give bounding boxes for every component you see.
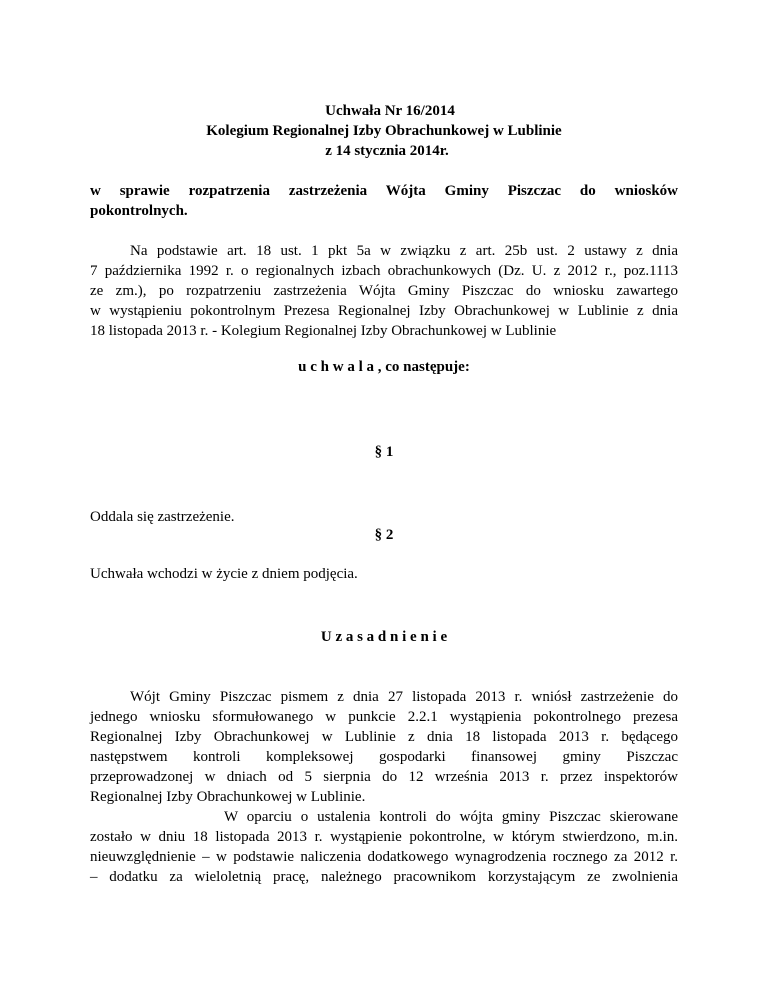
justification-line: – dodatku za wieloletnią pracę, należnego pracownikom korzystającym ze zwolnienia	[90, 869, 678, 885]
resolves-heading: u c h w a l a , co następuje:	[298, 359, 470, 375]
justification-heading: U z a s a d n i e n i e	[320, 629, 448, 645]
justification-line: Regionalnej Izby Obrachunkowej w Lublinie.	[90, 789, 366, 805]
justification-line: następstwem kontroli kompleksowej gospodarki finansowej gminy Piszczac	[90, 749, 678, 765]
section-1-text: Oddala się zastrzeżenie.	[90, 509, 235, 525]
justification-line: zostało w dniu 18 listopada 2013 r. wystąpienie pokontrolne, w którym stwierdzono, m.in.	[90, 829, 678, 845]
justification-line: nieuwzględnienie – w podstawie naliczenia dodatkowego wynagrodzenia rocznego za 2012 r.	[90, 849, 678, 865]
preamble-line: 7 października 1992 r. o regionalnych izbach obrachunkowych (Dz. U. z 2012 r., poz.1113	[90, 263, 678, 279]
preamble-line: ze zm.), po rozpatrzeniu zastrzeżenia Wójta Gminy Piszczac do wniosku zawartego	[90, 283, 678, 299]
preamble-line: 18 listopada 2013 r. - Kolegium Regionalnej Izby Obrachunkowej w Lublinie	[90, 323, 557, 339]
justification-paragraph-1	[90, 687, 678, 807]
resolution-subject	[90, 181, 678, 221]
subject-line-1: w sprawie rozpatrzenia zastrzeżenia Wójta Gminy Piszczac do wniosków	[90, 183, 678, 199]
title-line-3: z 14 stycznia 2014r.	[325, 143, 449, 159]
justification-line: przeprowadzonej w dniach od 5 sierpnia do 12 września 2013 r. przez inspektorów	[90, 769, 678, 785]
subject-line-2: pokontrolnych.	[90, 203, 188, 219]
preamble-line: Na podstawie art. 18 ust. 1 pkt 5a w związku z art. 25b ust. 2 ustawy z dnia	[130, 243, 678, 259]
section-2-mark: § 2	[374, 527, 394, 543]
justification-line: Wójt Gminy Piszczac pismem z dnia 27 listopada 2013 r. wniósł zastrzeżenie do	[130, 689, 678, 705]
justification-line: jednego wniosku sformułowanego w punkcie 2.2.1 wystąpienia pokontrolnego prezesa	[90, 709, 678, 725]
justification-line: Regionalnej Izby Obrachunkowej w Lublinie z dnia 18 listopada 2013 r. będącego	[90, 729, 678, 745]
preamble-line: w wystąpieniu pokontrolnym Prezesa Regionalnej Izby Obrachunkowej w Lublinie z dnia	[90, 303, 678, 319]
preamble-paragraph	[90, 241, 678, 341]
resolution-title	[0, 101, 768, 161]
title-line-2: Kolegium Regionalnej Izby Obrachunkowej w Lublinie	[206, 123, 562, 139]
section-1-mark: § 1	[374, 444, 394, 460]
justification-paragraph-2	[90, 807, 678, 887]
title-line-1: Uchwała Nr 16/2014	[325, 103, 455, 119]
justification-line: W oparciu o ustalenia kontroli do wójta gminy Piszczac skierowane	[224, 809, 678, 825]
section-2-text: Uchwała wchodzi w życie z dniem podjęcia.	[90, 566, 358, 582]
